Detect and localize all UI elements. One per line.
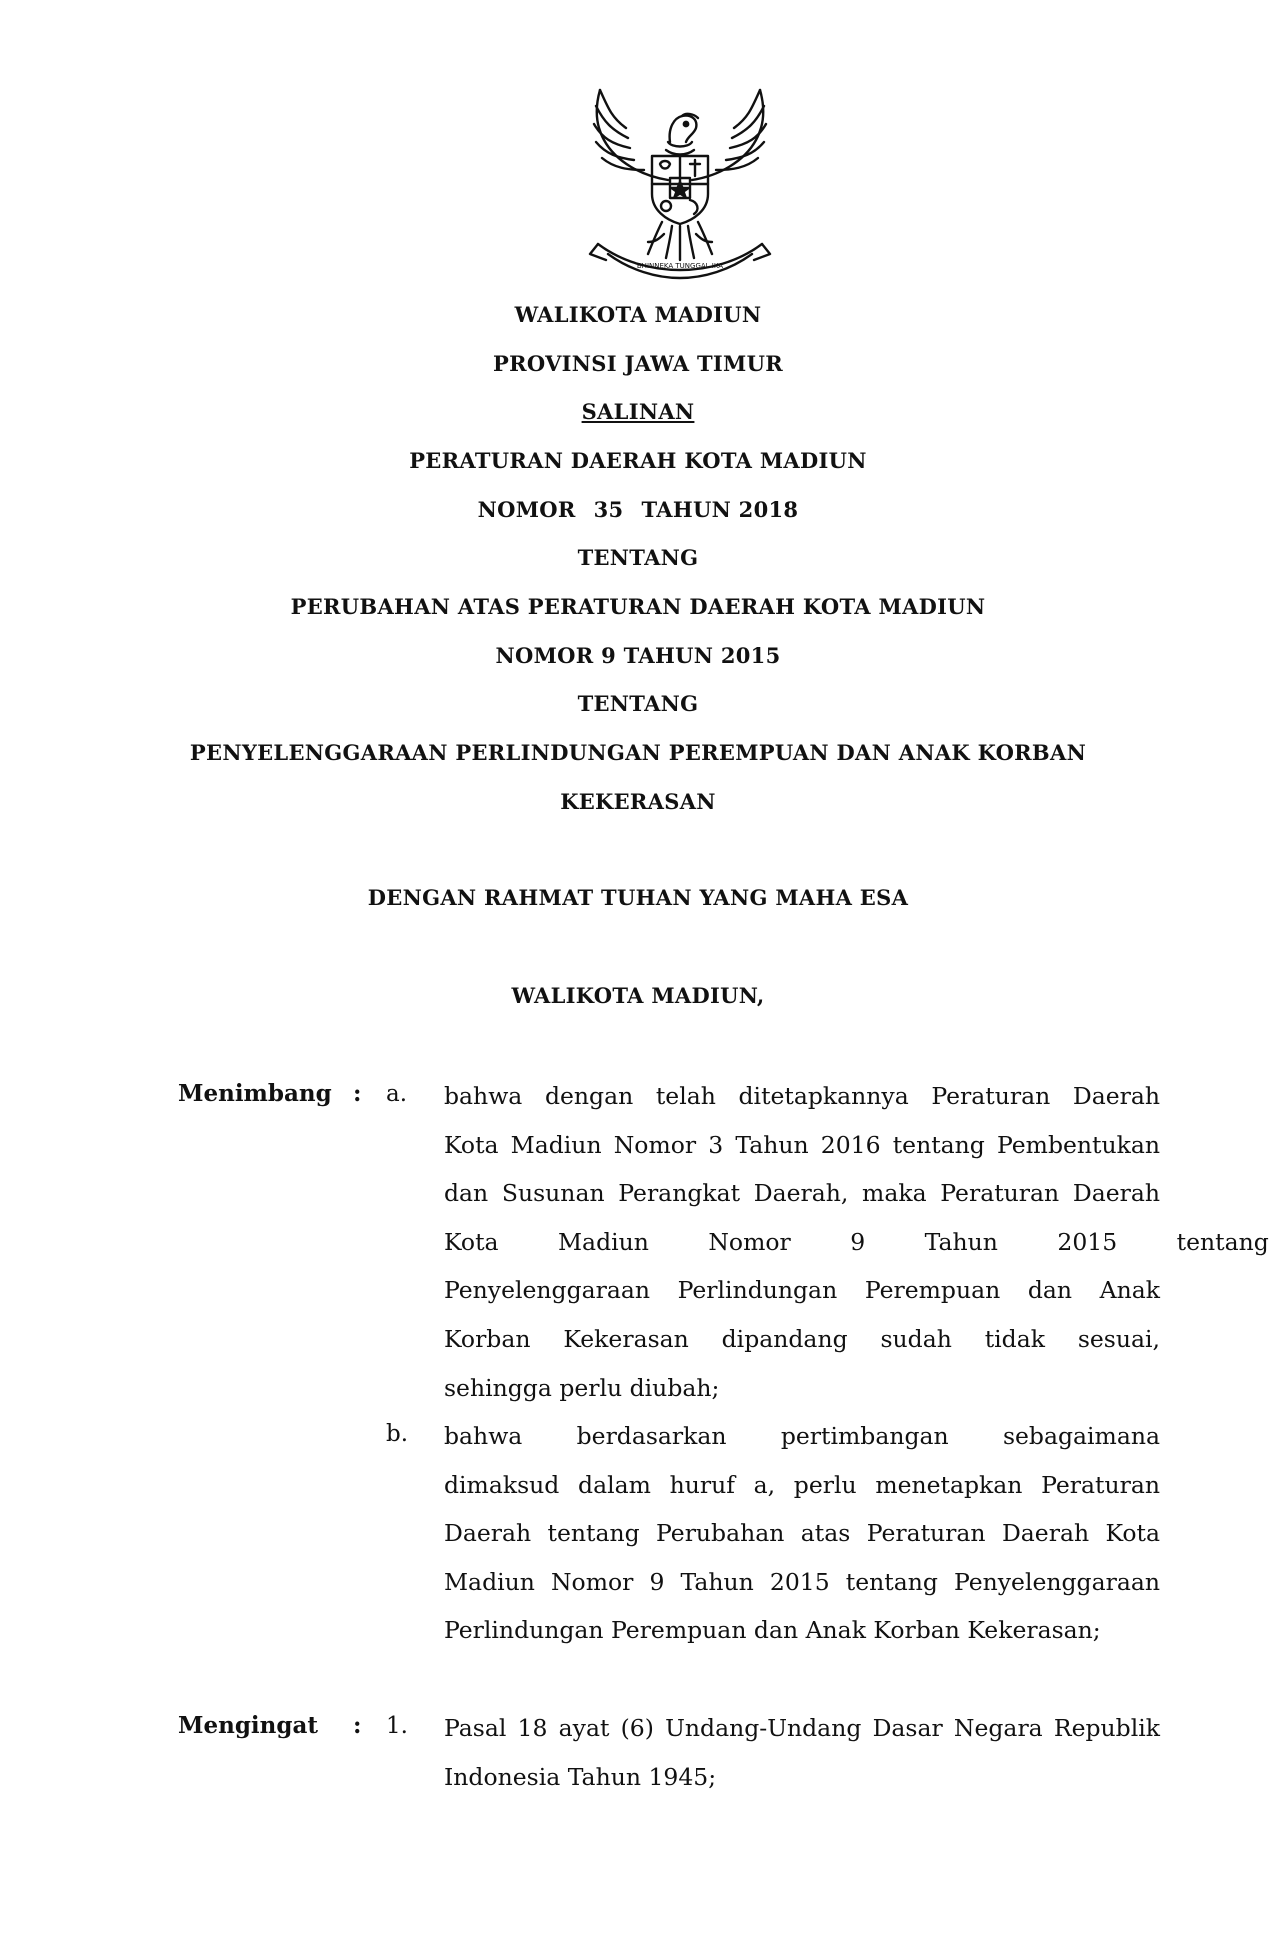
mengingat-label: Mengingat (178, 1712, 318, 1739)
header-salinan: SALINAN (581, 399, 695, 424)
mengingat-item-1-text (444, 1704, 1160, 1801)
menimbang-item-b-marker: b. (386, 1421, 409, 1447)
svg-text:BHINNEKA TUNGGAL IKA: BHINNEKA TUNGGAL IKA (636, 262, 724, 270)
header-nomor-prefix: NOMOR (477, 497, 576, 522)
menimbang-colon: : (353, 1080, 362, 1107)
text-line: Kota Madiun Nomor 3 Tahun 2016 tentang Pembentukan (444, 1130, 1160, 1159)
header-walikota: WALIKOTA MADIUN (514, 302, 762, 327)
header-tentang-2: TENTANG (577, 691, 699, 716)
text-line: Madiun Nomor 9 Tahun 2015 tentang Penyelenggaraan (444, 1567, 1160, 1596)
header-nomor-number: 35 (593, 497, 624, 522)
garuda-pancasila-emblem-icon (582, 84, 778, 284)
text-line: dan Susunan Perangkat Daerah, maka Peraturan Daerah (444, 1179, 1160, 1208)
text-line: Indonesia Tahun 1945; (444, 1762, 717, 1791)
text-line: Daerah tentang Perubahan atas Peraturan Daerah Kota (444, 1519, 1160, 1548)
header-penyelenggaraan: PENYELENGGARAAN PERLINDUNGAN PEREMPUAN DAN ANAK KORBAN (189, 740, 1087, 765)
menimbang-label: Menimbang (178, 1080, 332, 1107)
text-line: Perlindungan Perempuan dan Anak Korban Kekerasan; (444, 1616, 1101, 1645)
text-line: Penyelenggaraan Perlindungan Perempuan dan Anak (444, 1276, 1160, 1305)
menimbang-item-a-text (444, 1072, 1269, 1412)
menimbang-item-b-text (444, 1412, 1160, 1655)
mengingat-item-1-marker: 1. (386, 1713, 408, 1739)
header-provinsi: PROVINSI JAWA TIMUR (493, 351, 783, 376)
text-line: sehingga perlu diubah; (444, 1373, 720, 1402)
text-line: bahwa dengan telah ditetapkannya Peraturan Daerah (444, 1082, 1160, 1110)
header-tentang-1: TENTANG (577, 545, 699, 570)
text-line: bahwa berdasarkan pertimbangan sebagaimana (444, 1422, 1160, 1450)
header-nomor (0, 497, 1276, 522)
header-nomor-2015: NOMOR 9 TAHUN 2015 (495, 643, 781, 668)
header-kekerasan: KEKERASAN (560, 789, 716, 814)
mengingat-colon: : (353, 1712, 362, 1739)
text-line: Korban Kekerasan dipandang sudah tidak sesuai, (444, 1324, 1160, 1353)
header-nomor-suffix: TAHUN 2018 (641, 497, 799, 522)
text-line: dimaksud dalam huruf a, perlu menetapkan Peraturan (444, 1470, 1160, 1499)
menimbang-item-a-marker: a. (386, 1081, 408, 1107)
preamble-authority: WALIKOTA MADIUN, (511, 983, 765, 1008)
text-line: Pasal 18 ayat (6) Undang-Undang Dasar Negara Republik (444, 1714, 1160, 1742)
text-line: Kota Madiun Nomor 9 Tahun 2015 tentang (444, 1227, 1269, 1256)
header-peraturan: PERATURAN DAERAH KOTA MADIUN (409, 448, 867, 473)
preamble-blessing: DENGAN RAHMAT TUHAN YANG MAHA ESA (367, 885, 909, 910)
header-perubahan: PERUBAHAN ATAS PERATURAN DAERAH KOTA MADIUN (290, 594, 986, 619)
